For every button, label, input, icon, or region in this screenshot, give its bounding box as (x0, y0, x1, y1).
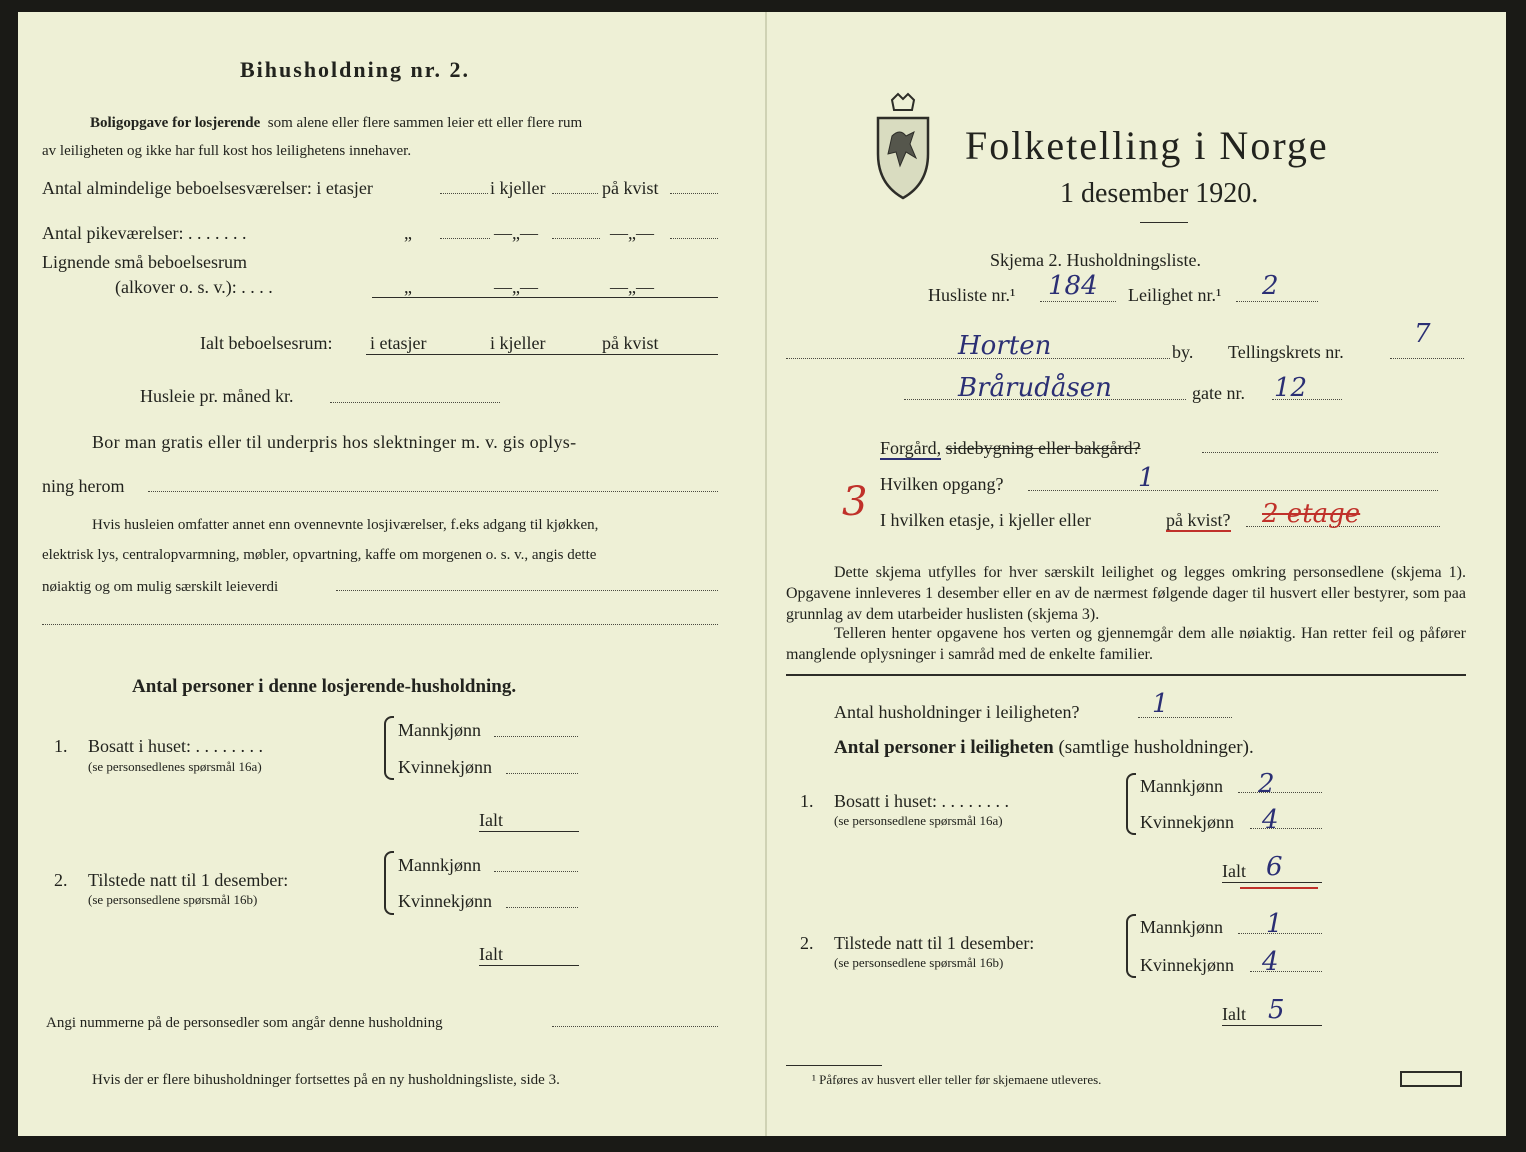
right-q2-ialt-label: Ialt (1222, 1004, 1246, 1024)
field-pike-3[interactable] (670, 238, 718, 239)
instruction-1: Dette skjema utfylles for hver særskilt leilighet og legges omkring personsedlene (skjema 1). Opgavene innleveres 1 desember eller en av de nærmest følgende dager til husvert eller bestyrer, som paa grunnlag av dem utarbeider huslisten (skjema 3). (786, 564, 1466, 623)
right-q2-ialt-value: 5 (1268, 995, 1285, 1025)
households-value: 1 (1152, 689, 1169, 719)
left-title: Bihusholdning nr. 2. (240, 57, 470, 82)
right-q2-sub: (se personsedlene spørsmål 16b) (834, 955, 1004, 970)
right-q1-ialt-rule (1222, 882, 1322, 883)
schema-label: Skjema 2. Husholdningsliste. (990, 250, 1201, 270)
left-q1-ialt-label: Ialt (479, 810, 503, 830)
footnote-rule (786, 1065, 882, 1066)
forgard-rest: sidebygning eller bakgård? (945, 438, 1141, 458)
left-q1-num: 1. (54, 736, 68, 756)
ialt-etasjer: i etasjer (370, 333, 427, 353)
ialt-kvist: på kvist (602, 333, 659, 353)
households-label: Antal husholdninger i leiligheten? (834, 702, 1080, 722)
right-persons-heading (834, 738, 1254, 758)
etasje-kvist: på kvist? (1166, 510, 1231, 530)
ialt-kjeller: i kjeller (490, 333, 546, 353)
field-etasjer[interactable] (440, 193, 488, 194)
right-q1-mann-field[interactable] (1238, 792, 1322, 793)
right-q2-label: Tilstede natt til 1 desember: (834, 933, 1035, 953)
page-fold (765, 12, 767, 1136)
right-q1-kvinne-value: 4 (1262, 805, 1279, 835)
husliste-value: 184 (1048, 271, 1098, 301)
small-ditto: „ (404, 277, 412, 297)
right-q1-mann-label: Mannkjønn (1140, 776, 1223, 796)
right-q2-num: 2. (800, 933, 814, 953)
pike-label: Antal pikeværelser: . . . . . . . (42, 223, 247, 243)
right-q1-label: Bosatt i huset: . . . . . . . . (834, 791, 1009, 811)
left-q1-ialt-rule (479, 831, 579, 832)
right-title: Folketelling i Norge (965, 123, 1329, 168)
rooms-kjeller: i kjeller (490, 178, 546, 198)
left-persons-heading: Antal personer i denne losjerende-husholdning. (132, 676, 517, 697)
husliste-field[interactable] (1040, 301, 1116, 302)
right-persons-heading-rest: (samtlige husholdninger). (1058, 737, 1254, 758)
intro-line-1 (90, 113, 582, 133)
husliste-label: Husliste nr.¹ (928, 285, 1016, 305)
street-value: Brårudåsen (958, 373, 1112, 403)
right-q1-mann-value: 2 (1258, 769, 1275, 799)
right-q2-brace (1126, 914, 1136, 978)
right-q2-mann-value: 1 (1266, 909, 1283, 939)
left-q2-label: Tilstede natt til 1 desember: (88, 870, 289, 890)
left-q2-num: 2. (54, 870, 68, 890)
opgang-value: 1 (1138, 463, 1155, 493)
left-q1-mann-field[interactable] (494, 736, 578, 737)
gate-value: 12 (1274, 373, 1308, 403)
field-gratis[interactable] (148, 491, 718, 492)
left-q2-mann-field[interactable] (494, 871, 578, 872)
rooms-kvist: på kvist (602, 178, 659, 198)
left-q2-sub: (se personsedlene spørsmål 16b) (88, 892, 258, 907)
right-q2-ialt-rule (1222, 1025, 1322, 1026)
left-q2-ialt-rule (479, 965, 579, 966)
right-q2-kvinne-value: 4 (1262, 947, 1279, 977)
right-q1-num: 1. (800, 791, 814, 811)
small-ditto-3: —„— (610, 277, 654, 297)
right-q2-mann-label: Mannkjønn (1140, 917, 1223, 937)
left-q1-label: Bosatt i huset: . . . . . . . . (88, 736, 263, 756)
small-rooms-label-2: (alkover o. s. v.): . . . . (115, 277, 273, 297)
right-q1-kvinne-field[interactable] (1250, 828, 1322, 829)
ialt-rooms-rule (366, 354, 718, 355)
field-pike-1[interactable] (440, 238, 490, 239)
ialt-rooms-label: Ialt beboelsesrum: (200, 333, 333, 353)
field-extra[interactable] (336, 590, 718, 591)
right-q2-kvinne-field[interactable] (1250, 971, 1322, 972)
field-kvist[interactable] (670, 193, 718, 194)
extra-line-2: elektrisk lys, centralopvarmning, møbler, opvartning, kaffe om morgenen o. s. v., angis dette (42, 547, 597, 563)
forgard-option: Forgård, (880, 438, 942, 458)
opgang-field[interactable] (1028, 490, 1438, 491)
krets-label: Tellingskrets nr. (1228, 342, 1344, 362)
left-q2-ialt-label: Ialt (479, 944, 503, 964)
small-rooms-label-1: Lignende små beboelsesrum (42, 252, 247, 272)
small-rooms-rule (372, 297, 718, 298)
by-label: by. (1172, 342, 1194, 362)
left-footer: Hvis der er flere bihusholdninger fortsettes på en ny husholdningsliste, side 3. (92, 1072, 560, 1088)
left-q1-mann-label: Mannkjønn (398, 720, 481, 740)
leilighet-field[interactable] (1236, 301, 1318, 302)
left-q2-kvinne-label: Kvinnekjønn (398, 891, 492, 911)
rent-label: Husleie pr. måned kr. (140, 386, 294, 406)
opgang-label: Hvilken opgang? (880, 474, 1004, 494)
leilighet-value: 2 (1262, 271, 1279, 301)
left-q1-kvinne-label: Kvinnekjønn (398, 757, 492, 777)
pike-ditto-2: —„— (494, 223, 538, 243)
forgard-line (880, 438, 1141, 458)
extra-line-3: nøiaktig og om mulig særskilt leieverdi (42, 579, 279, 595)
city-value: Horten (958, 331, 1052, 361)
title-divider (1140, 222, 1188, 223)
field-extra-2[interactable] (42, 624, 718, 625)
field-angi[interactable] (552, 1026, 718, 1027)
instruction-rule (786, 674, 1466, 676)
right-q1-kvinne-label: Kvinnekjønn (1140, 812, 1234, 832)
coat-of-arms-icon (870, 92, 936, 202)
forgard-field[interactable] (1202, 452, 1438, 453)
margin-mark: 3 (842, 479, 868, 525)
intro-bold: Boligopgave for losjerende (90, 115, 261, 131)
right-q1-brace (1126, 773, 1136, 835)
angi-label: Angi nummerne på de personsedler som angår denne husholdning (46, 1015, 443, 1031)
right-q1-ialt-label: Ialt (1222, 861, 1246, 881)
left-q2-mann-label: Mannkjønn (398, 855, 481, 875)
intro-rest-1: som alene eller flere sammen leier ett eller flere rum (267, 115, 583, 131)
etasje-label: I hvilken etasje, i kjeller eller (880, 510, 1091, 530)
gratis-line-2: ning herom (42, 476, 125, 496)
left-q2-brace (384, 851, 394, 915)
field-kjeller[interactable] (552, 193, 598, 194)
gate-label: gate nr. (1192, 383, 1245, 403)
right-persons-heading-bold: Antal personer i leiligheten (834, 737, 1054, 758)
field-rent[interactable] (330, 402, 500, 403)
krets-value: 7 (1414, 319, 1431, 349)
left-q2-kvinne-field[interactable] (506, 907, 578, 908)
printer-stamp (1400, 1071, 1462, 1087)
right-date: 1 desember 1920. (1060, 178, 1259, 209)
pike-ditto: „ (404, 223, 412, 243)
intro-line-2: av leiligheten og ikke har full kost hos leilighetens innehaver. (42, 143, 412, 159)
right-q1-sub: (se personsedlene spørsmål 16a) (834, 813, 1003, 828)
left-q1-kvinne-field[interactable] (506, 773, 578, 774)
pike-ditto-3: —„— (610, 223, 654, 243)
etasje-value: 2 etage (1262, 499, 1361, 529)
krets-field[interactable] (1390, 358, 1464, 359)
leilighet-label: Leilighet nr.¹ (1128, 285, 1222, 305)
left-q1-sub: (se personsedlenes spørsmål 16a) (88, 759, 262, 774)
extra-line-1: Hvis husleien omfatter annet enn ovennevnte losjiværelser, f.eks adgang til kjøkken, (92, 517, 599, 533)
gratis-line-1: Bor man gratis eller til underpris hos slektninger m. v. gis oplys- (92, 432, 577, 452)
instruction-2: Telleren henter opgavene hos verten og gjennemgår dem alle nøiaktig. Han retter feil og påfører manglende oplysninger i samråd med de enkelte familier. (786, 625, 1466, 663)
rooms-label: Antal almindelige beboelsesværelser: i etasjer (42, 178, 373, 198)
field-pike-2[interactable] (552, 238, 600, 239)
right-q1-ialt-value: 6 (1266, 852, 1283, 882)
right-q2-kvinne-label: Kvinnekjønn (1140, 955, 1234, 975)
left-q1-brace (384, 716, 394, 780)
right-q1-ialt-red-underline (1240, 887, 1318, 889)
footnote: ¹ Påføres av husvert eller teller før skjemaene utleveres. (812, 1072, 1102, 1087)
small-ditto-2: —„— (494, 277, 538, 297)
